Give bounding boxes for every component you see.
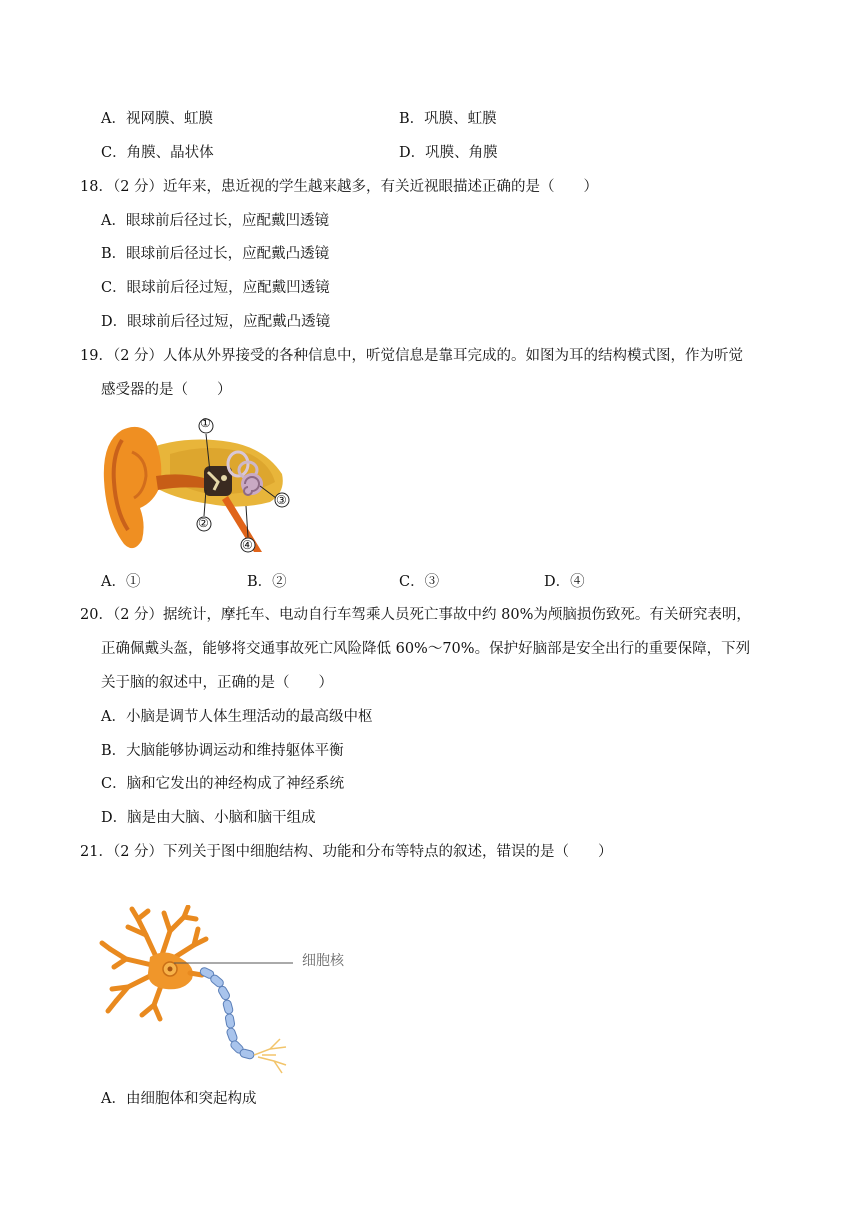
q20-option-d: D．脑是由大脑、小脑和脑干组成 bbox=[101, 810, 316, 826]
q18-stem: 18．（2 分）近年来，患近视的学生越来越多，有关近视眼描述正确的是（ ） bbox=[80, 179, 599, 195]
q18-option-a: A．眼球前后径过长，应配戴凹透镜 bbox=[101, 213, 329, 229]
q20-option-b: B．大脑能够协调运动和维持躯体平衡 bbox=[101, 743, 344, 759]
nucleus-label: 细胞核 bbox=[302, 953, 344, 969]
q21-stem: 21．（2 分）下列关于图中细胞结构、功能和分布等特点的叙述，错误的是（ ） bbox=[80, 844, 613, 860]
q21-option-a: A．由细胞体和突起构成 bbox=[101, 1091, 257, 1107]
q17-option-c: C．角膜、晶状体 bbox=[101, 145, 214, 161]
q18-option-c: C．眼球前后径过短，应配戴凹透镜 bbox=[101, 280, 330, 296]
ear-label-2: ② bbox=[198, 516, 209, 530]
q18-option-b: B．眼球前后径过长，应配戴凸透镜 bbox=[101, 246, 330, 262]
q20-stem-line1: 20．（2 分）据统计，摩托车、电动自行车驾乘人员死亡事故中约 80%为颅脑损伤致死。有关研究表明， bbox=[80, 607, 751, 623]
q19-option-a: A．① bbox=[101, 574, 141, 590]
q19-option-d: D．④ bbox=[544, 574, 585, 590]
q20-option-c: C．脑和它发出的神经构成了神经系统 bbox=[101, 776, 345, 792]
q17-option-b: B．巩膜、虹膜 bbox=[399, 111, 497, 127]
q17-option-a: A．视网膜、虹膜 bbox=[101, 111, 213, 127]
q19-option-c: C．③ bbox=[399, 574, 440, 590]
q20-stem-line2: 正确佩戴头盔，能够将交通事故死亡风险降低 60%～70%。保护好脑部是安全出行的重要保障，下列 bbox=[101, 641, 751, 657]
ear-label-1: ① bbox=[200, 416, 211, 430]
q20-stem-line3: 关于脑的叙述中，正确的是（ ） bbox=[101, 675, 333, 691]
q19-option-b: B．② bbox=[247, 574, 287, 590]
q17-option-d: D．巩膜、角膜 bbox=[399, 145, 498, 161]
ear-label-4: ④ bbox=[242, 538, 253, 552]
q19-stem-line2: 感受器的是（ ） bbox=[101, 382, 232, 398]
q19-stem-line1: 19．（2 分）人体从外界接受的各种信息中，听觉信息是靠耳完成的。如图为耳的结构模式图，作为听觉 bbox=[80, 348, 744, 364]
ear-structure-figure bbox=[100, 412, 300, 557]
ear-label-3: ③ bbox=[276, 493, 287, 507]
q20-option-a: A．小脑是调节人体生理活动的最高级中枢 bbox=[101, 709, 373, 725]
neuron-figure bbox=[98, 905, 300, 1080]
q18-option-d: D．眼球前后径过短，应配戴凸透镜 bbox=[101, 314, 331, 330]
